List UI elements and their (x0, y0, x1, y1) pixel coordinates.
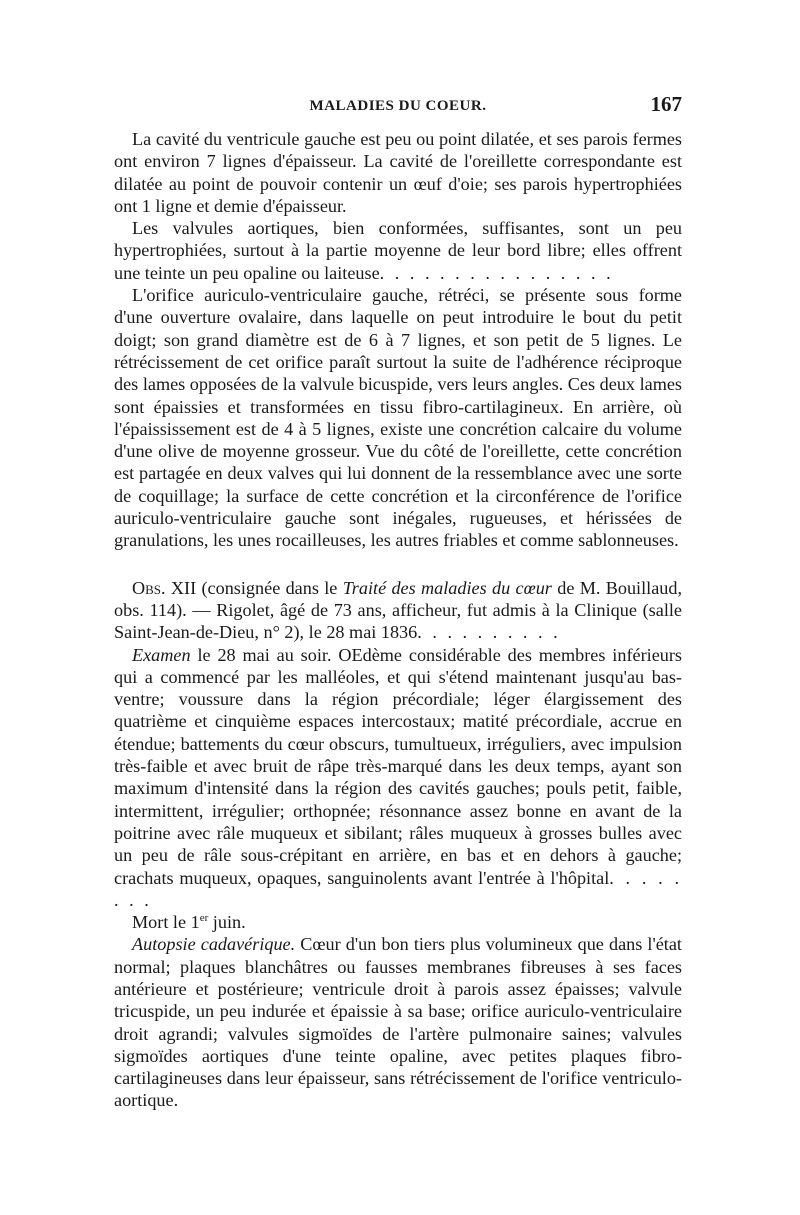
paragraph-autopsy (114, 933, 682, 1111)
leader-dots: . . . . . . . . . . . . . . . . (379, 262, 614, 283)
paragraph-death (114, 911, 682, 933)
autopsy-label: Autopsie cadavérique. (132, 934, 296, 955)
book-page (114, 92, 682, 1112)
section-gap (114, 552, 682, 577)
observation-intro (114, 577, 682, 644)
paragraph-examination (114, 644, 682, 912)
paragraph-text: Les valvules aortiques, bien conformées, suffisantes, sont un peu hypertrophiées, surtout à la partie moyenne de leur bord libre; elles offrent une teinte un peu opaline ou laiteuse (114, 218, 682, 283)
paragraph-text: Cœur d'un bon tiers plus volumineux que dans l'état normal; plaques blanchâtres ou fausses membranes fibreuses à ses faces antérieure et postérieure; ventricule droit à parois assez épaisses; valvule tricuspide, un peu indurée et épaissie à sa base; orifice auriculo-ventriculaire droit agrandi; valvules sigmoïdes de l'artère pulmonaire saines; valvules sigmoïdes aortiques d'une teinte opaline, avec petites plaques fibro-cartilagineuses dans leur épaisseur, sans rétrécissement de l'orifice ventriculo-aortique. (114, 934, 682, 1111)
paragraph-text: le 28 mai au soir. OEdème considérable des membres inférieurs qui a commencé par les malléoles, et qui s'étend maintenant jusqu'au bas-ventre; voussure dans la région précordiale; léger élargissement des quatrième et cinquième espaces intercostaux; matité précordiale, accrue en étendue; battements du cœur obscurs, tumultueux, irréguliers, avec impulsion très-faible et avec bruit de râpe très-marqué dans les deux temps, ayant son maximum d'intensité dans la région des cavités gauches; pouls petit, faible, intermittent, irrégulier; orthopnée; résonnance assez bonne en avant de la poitrine avec râle muqueux et sibilant; râles muqueux à grosses bulles avec un peu de râle sous-crépitant en arrière, en bas et en dehors à gauche; crachats muqueux, opaques, sanguinolents avant l'entrée à l'hôpital (114, 644, 682, 888)
paragraph-text: La cavité du ventricule gauche est peu ou point dilatée, et ses parois fermes ont environ 7 lignes d'épaisseur. La cavité de l'oreillette correspondante est dilatée au point de pouvoir contenir un œuf d'oie; ses parois hypertrophiées ont 1 ligne et demie d'épaisseur. (114, 129, 682, 216)
paragraph-aortic-valves (114, 217, 682, 284)
paragraph-left-ventricle (114, 128, 682, 217)
observation-text: (consignée dans le (201, 577, 338, 598)
page-header (114, 92, 682, 128)
running-title: MALADIES DU COEUR. (309, 98, 487, 114)
leader-dots: . . . . . . . . . . (417, 622, 561, 643)
page-number: 167 (650, 92, 682, 116)
book-title: Traité des maladies du cœur (342, 577, 552, 598)
death-text: Mort le 1 (132, 912, 200, 933)
observation-text: de M. Bouillaud, obs. 114). — Rigolet, âgé de 73 ans, afficheur, fut admis à la Clinique (salle Saint-Jean-de-Dieu, n° 2), le 28 mai 1836 (114, 577, 683, 643)
paragraph-text: L'orifice auriculo-ventriculaire gauche, rétréci, se présente sous forme d'une ouverture ovalaire, dans laquelle on peut introduire le bout du petit doigt; son grand diamètre est de 6 à 7 lignes, et son petit de 5 lignes. Le rétrécissement de cet orifice paraît surtout la suite de l'adhérence réciproque des lames opposées de la valvule bicuspide, vers leurs angles. Ces deux lames sont épaissies et transformées en tissu fibro-cartilagineux. En arrière, où l'épaississement est de 4 à 5 lignes, existe une concrétion calcaire du volume d'une olive de moyenne grosseur. Vue du côté de l'oreillette, cette concrétion est partagée en deux valves qui lui donnent de la ressemblance avec une sorte de coquillage; la surface de cette concrétion et la circonférence de l'orifice auriculo-ventriculaire gauche sont inégales, rugueuses, et hérissées de granulations, les unes rocailleuses, les autres friables et comme sablonneuses. (114, 285, 682, 551)
ordinal-superscript: er (199, 912, 209, 925)
examination-label: Examen (132, 644, 191, 665)
observation-heading: Obs. XII (132, 577, 197, 598)
leader-dots: . . . . . . . . (114, 867, 682, 910)
paragraph-mitral-orifice (114, 284, 682, 552)
death-date: juin. (212, 912, 246, 933)
